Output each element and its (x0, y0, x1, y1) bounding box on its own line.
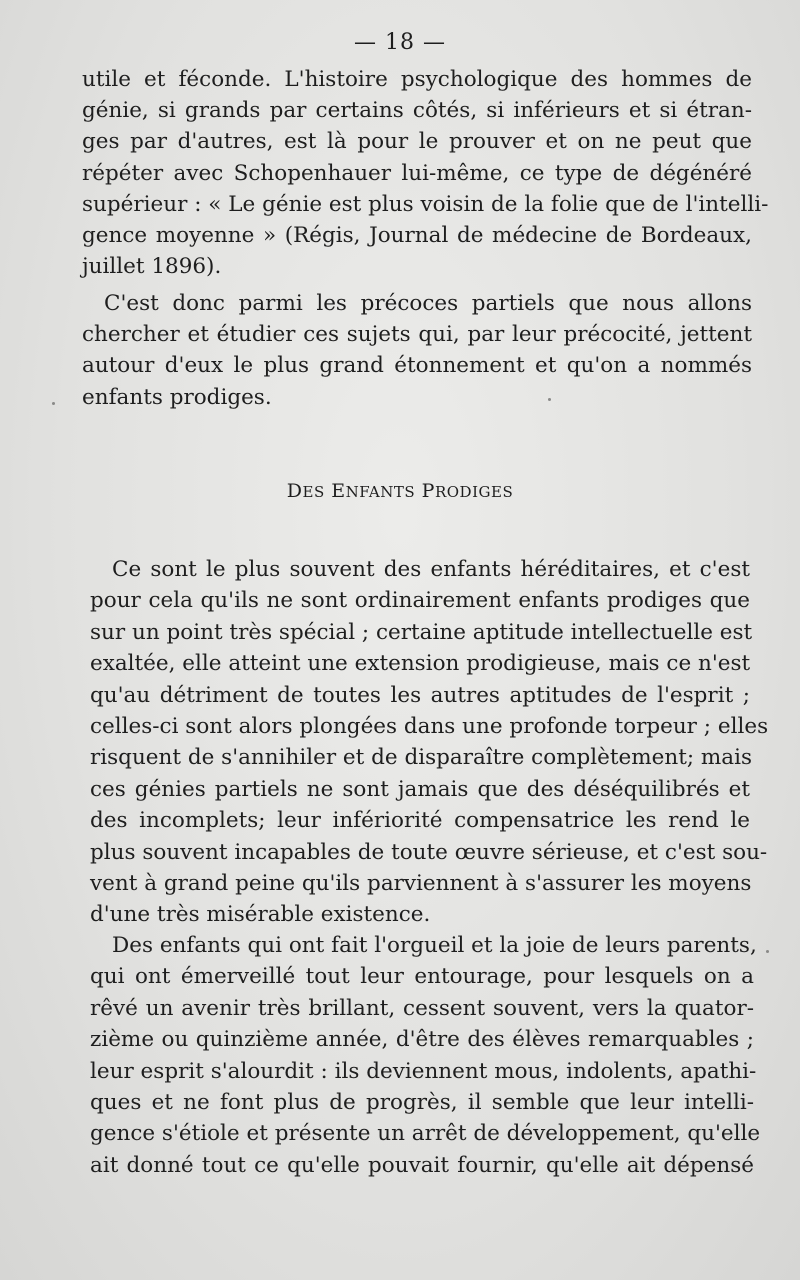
text-line: juillet 1896). (82, 254, 222, 280)
text-line: gence moyenne » (Régis, Journal de médecine de Bordeaux, (82, 223, 752, 249)
text-line: celles-ci sont alors plongées dans une profonde torpeur ; elles (90, 714, 769, 740)
text-line: sur un point très spécial ; certaine aptitude intellectuelle est (90, 619, 753, 645)
text-line: d'une très misérable existence. (90, 902, 431, 928)
text-line: ges par d'autres, est là pour le prouver et on ne peut que (82, 129, 752, 155)
text-line: leur esprit s'alourdit : ils deviennent mous, indolents, apathi- (90, 1058, 757, 1084)
paper-speck (548, 398, 551, 401)
text-line: zième ou quinzième année, d'être des élèves remarquables ; (90, 1027, 754, 1053)
text-line: qui ont émerveillé tout leur entourage, pour lesquels on a (90, 964, 754, 990)
text-line: rêvé un avenir très brillant, cessent souvent, vers la quator- (90, 995, 754, 1021)
text-line: qu'au détriment de toutes les autres aptitudes de l'esprit ; (90, 682, 750, 708)
text-line: ait donné tout ce qu'elle pouvait fournir, qu'elle ait dépensé (90, 1152, 754, 1178)
text-line: ces génies partiels ne sont jamais que des déséquilibrés et (90, 776, 750, 802)
text-line: des incomplets; leur infériorité compensatrice les rend le (90, 808, 750, 834)
text-line: Ce sont le plus souvent des enfants héréditaires, et c'est (112, 557, 750, 582)
text-line: enfants prodiges. (82, 384, 272, 410)
paper-speck (766, 950, 769, 953)
text-line: autour d'eux le plus grand étonnement et qu'on a nommés (82, 353, 752, 379)
text-line: ques et ne font plus de progrès, il semble que leur intelli- (90, 1090, 754, 1116)
text-line: gence s'étiole et présente un arrêt de développement, qu'elle (90, 1121, 761, 1147)
text-line: C'est donc parmi les précoces partiels que nous allons (104, 291, 752, 316)
text-line: répéter avec Schopenhauer lui-même, ce type de dégénéré (82, 160, 752, 186)
page-number: — 18 — (354, 30, 446, 55)
paragraph-3 (90, 554, 769, 931)
text-line: Des enfants qui ont fait l'orgueil et la joie de leurs parents, (112, 933, 757, 958)
text-line: risquent de s'annihiler et de disparaître complètement; mais (90, 745, 753, 771)
text-line: pour cela qu'ils ne sont ordinairement enfants prodiges que (90, 588, 750, 614)
text-line: chercher et étudier ces sujets qui, par leur précocité, jettent (82, 322, 752, 348)
text-line: vent à grand peine qu'ils parviennent à s'assurer les moyens (90, 871, 752, 897)
paragraph-4 (90, 930, 761, 1181)
paragraph-1 (82, 64, 769, 282)
text-line: supérieur : « Le génie est plus voisin de la folie que de l'intelli- (82, 191, 769, 217)
text-line: plus souvent incapables de toute œuvre sérieuse, et c'est sou- (90, 839, 768, 865)
text-line: utile et féconde. L'histoire psychologique des hommes de (82, 67, 752, 92)
text-line: génie, si grands par certains côtés, si inférieurs et si étran- (82, 98, 752, 124)
text-line: exaltée, elle atteint une extension prodigieuse, mais ce n'est (90, 651, 751, 677)
paragraph-2 (82, 288, 752, 413)
section-heading: DES ENFANTS PRODIGES (286, 480, 514, 502)
paper-speck (52, 402, 55, 405)
